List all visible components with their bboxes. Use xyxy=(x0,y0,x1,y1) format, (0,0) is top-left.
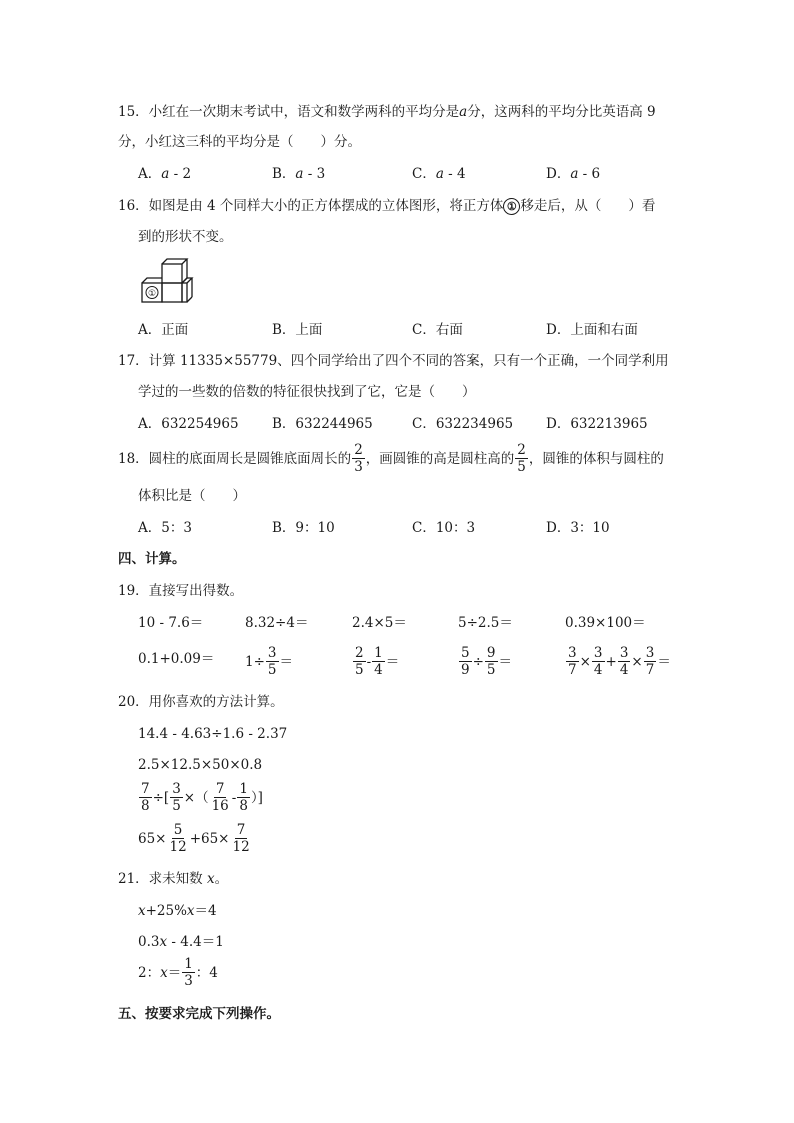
q19-r2c1: 0.1+0.09＝ xyxy=(138,651,215,667)
q20-expr2: 2.5×12.5×50×0.8 xyxy=(138,757,263,773)
q19-r1c4: 5÷2.5＝ xyxy=(458,615,513,631)
q16-option-c: C．右面 xyxy=(412,322,463,338)
q17-line2: 学过的一些数的倍数的特征很快找到了它，它是（ ） xyxy=(138,384,476,400)
q18-line1: 18．圆柱的底面周长是圆锥底面周长的 $\frac{2}{3}$ ，画圆锥的高是圆柱高的 $\frac{2}{5}$ ，圆锥的体积与圆柱的 xyxy=(118,442,664,476)
q20-title: 20．用你喜欢的方法计算。 xyxy=(118,694,284,710)
q19-r1c2: 8.32÷4＝ xyxy=(245,615,309,631)
fraction-2-5: $\frac{2}{5}$ xyxy=(517,442,526,476)
q16-option-b: B．上面 xyxy=(272,322,323,338)
q15-line1: 15．小红在一次期末考试中，语文和数学两科的平均分是𝑎分，这两科的平均分比英语高 9 xyxy=(118,104,656,120)
q17-option-d: D．632213965 xyxy=(546,416,648,432)
q20-expr3: $\frac{7}{8}$ ÷[ $\frac{3}{5}$ ×（ $\frac{7}{16}$ - $\frac{1}{8}$ ）] xyxy=(141,781,263,815)
q19-r1c1: 10 - 7.6＝ xyxy=(138,615,204,631)
q17-option-c: C．632234965 xyxy=(412,416,514,432)
circle-one-icon: ① xyxy=(503,198,520,215)
q15-line2: 分，小红这三科的平均分是（ ）分。 xyxy=(118,134,361,150)
fraction-2-3: $\frac{2}{3}$ xyxy=(354,442,363,476)
q19-r2c3: $\frac{2}{5}$ - $\frac{1}{4}$ ＝ xyxy=(355,645,400,679)
q16-option-d: D．上面和右面 xyxy=(546,322,638,338)
q18-option-d: D．3：10 xyxy=(546,520,610,536)
q19-r2c2: 1÷ $\frac{3}{5}$ ＝ xyxy=(245,645,293,679)
q21-eq3: 2：𝑥＝ $\frac{1}{3}$ ：4 xyxy=(138,956,218,990)
q18-option-c: C．10：3 xyxy=(412,520,476,536)
q17-option-a: A．632254965 xyxy=(138,416,239,432)
q15-option-c: C．𝑎 - 4 xyxy=(412,166,466,182)
q16-line2: 到的形状不变。 xyxy=(138,229,233,245)
q19-title: 19．直接写出得数。 xyxy=(118,583,244,599)
section-five-heading: 五、按要求完成下列操作。 xyxy=(118,1006,280,1022)
q15-option-d: D．𝑎 - 6 xyxy=(546,166,601,182)
q18-option-b: B．9：10 xyxy=(272,520,335,536)
q20-expr1: 14.4 - 4.63÷1.6 - 2.37 xyxy=(138,726,288,742)
q18-option-a: A．5：3 xyxy=(138,520,192,536)
q21-eq2: 0.3𝑥 - 4.4＝1 xyxy=(138,934,224,950)
q17-line1: 17．计算 11335×55779、四个同学给出了四个不同的答案，只有一个正确，一个同学利用 xyxy=(118,353,669,369)
q15-option-a: A．𝑎 - 2 xyxy=(138,166,192,182)
figure-label: ① xyxy=(147,289,157,299)
q19-r2c4: $\frac{5}{9}$ ÷ $\frac{9}{5}$ ＝ xyxy=(461,645,512,679)
cube-figure xyxy=(140,256,206,308)
q19-r1c5: 0.39×100＝ xyxy=(565,615,646,631)
q21-title: 21．求未知数 𝑥。 xyxy=(118,871,229,887)
q19-r1c3: 2.4×5＝ xyxy=(352,615,407,631)
section-four-heading: 四、计算。 xyxy=(118,551,186,567)
q20-expr4: 65× $\frac{5}{12}$ +65× $\frac{7}{12}$ xyxy=(138,822,250,856)
q16-option-a: A．正面 xyxy=(138,322,189,338)
q18-line2: 体积比是（ ） xyxy=(138,488,246,504)
q17-option-b: B．632244965 xyxy=(272,416,373,432)
q16-line1: 16．如图是由 4 个同样大小的正方体摆成的立体图形，将正方体 ① 移走后，从（ ）看 xyxy=(118,198,656,214)
q21-eq1: 𝑥+25%𝑥＝4 xyxy=(138,903,217,919)
q19-r2c5: $\frac{3}{7}$ × $\frac{3}{4}$ + $\frac{3}{4}$ × $\frac{3}{7}$ ＝ xyxy=(568,645,671,679)
q15-option-b: B．𝑎 - 3 xyxy=(272,166,326,182)
